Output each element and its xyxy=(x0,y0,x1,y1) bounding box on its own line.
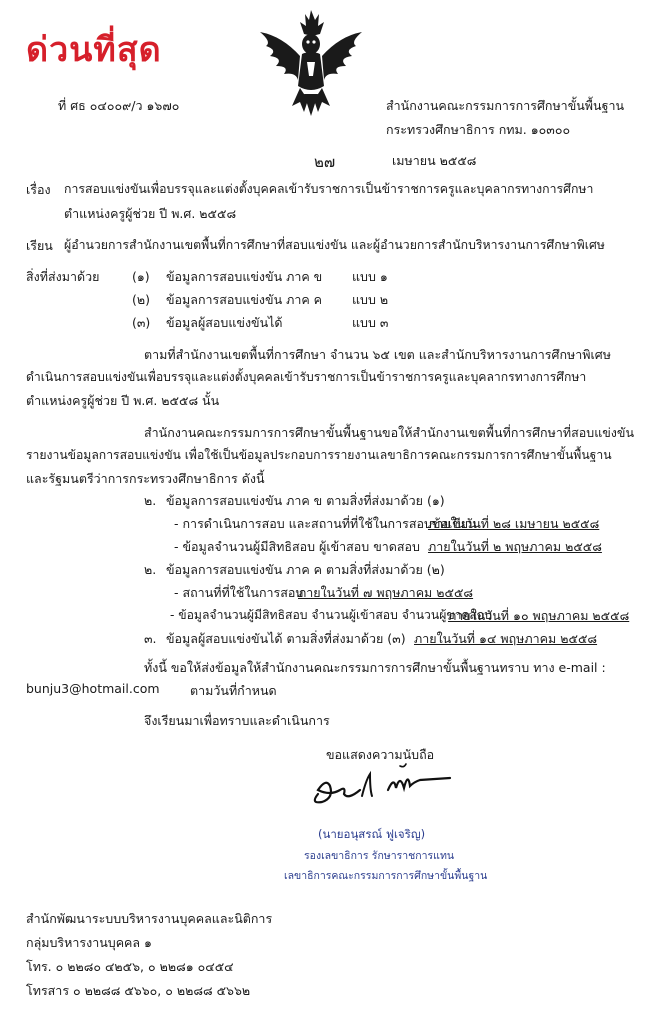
list-item-1a-deadline: ภายในวันที่ ๒๘ เมษายน ๒๕๕๘ xyxy=(428,516,600,531)
closing-inform: จึงเรียนมาเพื่อทราบและดำเนินการ xyxy=(144,713,330,728)
list-item-1-number: ๒. xyxy=(144,493,157,508)
enclosure-2-number: (๒) xyxy=(132,292,150,307)
signer-role-2: เลขาธิการคณะกรรมการการศึกษาขั้นพื้นฐาน xyxy=(284,870,488,882)
contact-email: bunju3@hotmail.com xyxy=(26,681,160,696)
enclosure-2-form: แบบ ๒ xyxy=(352,292,389,307)
document-number: ที่ ศธ ๐๔๐๐๙/ว ๑๖๗๐ xyxy=(58,98,180,113)
list-item-2a-deadline: ภายในวันที่ ๗ พฤษภาคม ๒๕๕๘ xyxy=(298,585,474,600)
enclosure-3-form: แบบ ๓ xyxy=(352,315,389,330)
footer-group: กลุ่มบริหารงานบุคคล ๑ xyxy=(26,935,152,950)
footer-fax: โทรสาร ๐ ๒๒๘๘ ๕๖๖๐, ๐ ๒๒๘๘ ๕๖๖๒ xyxy=(26,983,251,998)
para1-line-2: ดำเนินการสอบแข่งขันเพื่อบรรจุและแต่งตั้งบุคคลเข้ารับราชการเป็นข้าราชการครูและบุคลากรทางการศึกษา xyxy=(26,370,587,384)
para2-line-1: สำนักงานคณะกรรมการการศึกษาขั้นพื้นฐานขอให้สำนักงานเขตพื้นที่การศึกษาที่สอบแข่งขัน xyxy=(144,425,634,440)
date-day: ๒๗ xyxy=(314,153,336,171)
para3-line-2: ตามวันที่กำหนด xyxy=(190,683,277,698)
list-item-1-text: ข้อมูลการสอบแข่งขัน ภาค ข ตามสิ่งที่ส่งมาด้วย (๑) xyxy=(166,493,445,508)
signature-icon xyxy=(300,760,460,820)
para3-line-1: ทั้งนี้ ขอให้ส่งข้อมูลให้สำนักงานคณะกรรมการการศึกษาขั้นพื้นฐานทราบ ทาง e-mail : xyxy=(144,660,606,675)
list-item-3-number: ๓. xyxy=(144,631,157,646)
subject-line-2: ตำแหน่งครูผู้ช่วย ปี พ.ศ. ๒๕๕๘ xyxy=(64,206,237,221)
list-item-1a-text: - การดำเนินการสอบ และสถานที่ที่ใช้ในการสอบข้อเขียน xyxy=(174,516,477,531)
signer-role-1: รองเลขาธิการ รักษาราชการแทน xyxy=(304,850,455,862)
list-item-1b-deadline: ภายในวันที่ ๒ พฤษภาคม ๒๕๕๘ xyxy=(428,539,602,554)
enclosure-3-text: ข้อมูลผู้สอบแข่งขันได้ xyxy=(166,315,283,330)
urgency-stamp: ด่วนที่สุด xyxy=(26,30,162,70)
enclosure-1-number: (๑) xyxy=(132,269,150,284)
list-item-2-text: ข้อมูลการสอบแข่งขัน ภาค ค ตามสิ่งที่ส่งมาด้วย (๒) xyxy=(166,562,445,577)
subject-label: เรื่อง xyxy=(26,182,51,197)
signer-name: (นายอนุสรณ์ ฟูเจริญ) xyxy=(318,827,426,841)
recipient-text: ผู้อำนวยการสำนักงานเขตพื้นที่การศึกษาที่สอบแข่งขัน และผู้อำนวยการสำนักบริหารงานการศึกษาพิเศษ xyxy=(64,238,605,252)
closing-regards: ขอแสดงความนับถือ xyxy=(326,747,435,762)
footer-telephone: โทร. ๐ ๒๒๘๐ ๔๒๕๖, ๐ ๒๒๘๑ ๐๔๕๔ xyxy=(26,959,234,974)
para2-line-2: รายงานข้อมูลการสอบแข่งขัน เพื่อใช้เป็นข้อมูลประกอบการรายงานเลขาธิการคณะกรรมการการศึกษาขั้นพื้นฐาน xyxy=(26,448,612,462)
enclosure-1-form: แบบ ๑ xyxy=(352,269,388,284)
list-item-2b-deadline: ภายในวันที่ ๑๐ พฤษภาคม ๒๕๕๘ xyxy=(448,608,630,623)
list-item-1b-text: - ข้อมูลจำนวนผู้มีสิทธิสอบ ผู้เข้าสอบ ขาดสอบ xyxy=(174,539,420,554)
enclosures-label: สิ่งที่ส่งมาด้วย xyxy=(26,269,100,284)
enclosure-3-number: (๓) xyxy=(132,315,151,330)
para1-line-1: ตามที่สำนักงานเขตพื้นที่การศึกษา จำนวน ๖๕ เขต และสำนักบริหารงานการศึกษาพิเศษ xyxy=(144,347,611,362)
office-address: กระทรวงศึกษาธิการ กทม. ๑๐๓๐๐ xyxy=(386,122,571,137)
para1-line-3: ตำแหน่งครูผู้ช่วย ปี พ.ศ. ๒๕๕๘ นั้น xyxy=(26,393,220,408)
para2-line-3: และรัฐมนตรีว่าการกระทรวงศึกษาธิการ ดังนี้ xyxy=(26,471,265,486)
list-item-2b-text: - ข้อมูลจำนวนผู้มีสิทธิสอบ จำนวนผู้เข้าสอบ จำนวนผู้ขาดสอบ xyxy=(170,608,492,622)
enclosure-1-text: ข้อมูลการสอบแข่งขัน ภาค ข xyxy=(166,269,323,284)
list-item-3-text: ข้อมูลผู้สอบแข่งขันได้ ตามสิ่งที่ส่งมาด้วย (๓) xyxy=(166,631,406,646)
footer-department: สำนักพัฒนาระบบบริหารงานบุคคลและนิติการ xyxy=(26,911,273,926)
enclosure-2-text: ข้อมูลการสอบแข่งขัน ภาค ค xyxy=(166,292,323,307)
subject-line-1: การสอบแข่งขันเพื่อบรรจุและแต่งตั้งบุคคลเข้ารับราชการเป็นข้าราชการครูและบุคลากรทางการศึกษา xyxy=(64,182,594,196)
list-item-3-deadline: ภายในวันที่ ๑๔ พฤษภาคม ๒๕๕๘ xyxy=(414,631,598,646)
office-name: สำนักงานคณะกรรมการการศึกษาขั้นพื้นฐาน xyxy=(386,98,625,113)
date-month-year: เมษายน ๒๕๕๘ xyxy=(392,153,477,168)
list-item-2-number: ๒. xyxy=(144,562,157,577)
recipient-label: เรียน xyxy=(26,238,53,253)
list-item-2a-text: - สถานที่ที่ใช้ในการสอบ xyxy=(174,585,304,600)
garuda-emblem-icon xyxy=(252,6,370,118)
